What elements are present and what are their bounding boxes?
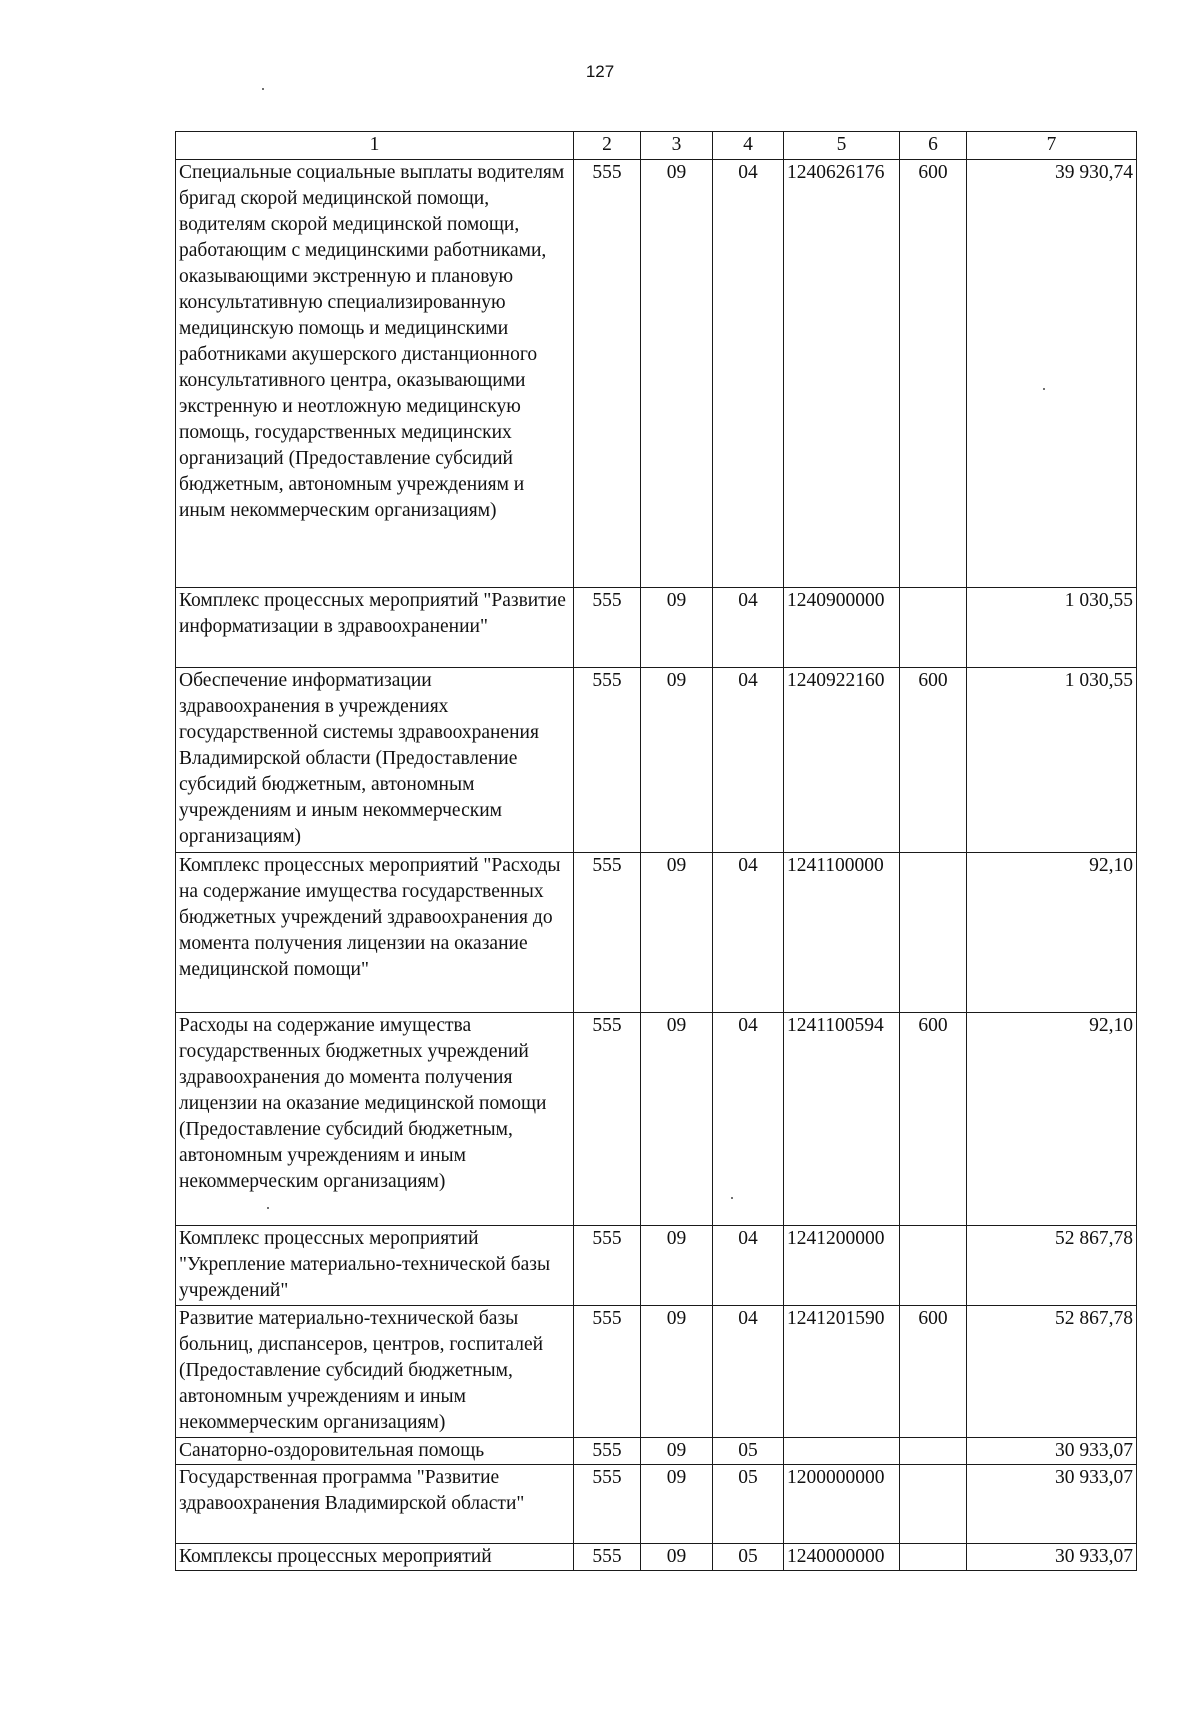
row-target-code: 1241100594 xyxy=(784,1013,900,1226)
column-header-3: 3 xyxy=(641,132,713,160)
row-ministry-code: 555 xyxy=(574,1544,641,1571)
row-name: Специальные социальные выплаты водителям бригад скорой медицинской помощи, водителям скорой медицинской помощи, работающим с медицинскими работниками, оказывающими экстренную и плановую консультативную специализированную медицинскую помощь и медицинскими работниками акушерского дистанционного консультативного центра, оказывающими экстренную и неотложную медицинскую помощь, государственных медицинских организаций (Предоставление субсидий бюджетным, автономным учреждениям и иным некоммерческим организациям) xyxy=(176,160,574,588)
row-expense-type: 600 xyxy=(900,668,967,853)
page-number: 127 xyxy=(585,62,615,81)
row-target-code: 1241201590 xyxy=(784,1306,900,1438)
table-header-row xyxy=(176,132,1137,160)
row-expense-type xyxy=(900,1544,967,1571)
row-name: Санаторно-оздоровительная помощь xyxy=(176,1438,574,1465)
scan-speck xyxy=(267,1207,269,1209)
row-amount: 39 930,74 xyxy=(967,160,1137,588)
row-expense-type xyxy=(900,1465,967,1544)
row-subsection-code: 05 xyxy=(713,1465,784,1544)
row-subsection-code: 05 xyxy=(713,1438,784,1465)
row-ministry-code: 555 xyxy=(574,1438,641,1465)
scan-speck xyxy=(262,88,264,90)
row-expense-type: 600 xyxy=(900,1013,967,1226)
row-name: Развитие материально-технической базы больниц, диспансеров, центров, госпиталей (Предоставление субсидий бюджетным, автономным учреждениям и иным некоммерческим организациям) xyxy=(176,1306,574,1438)
row-amount: 92,10 xyxy=(967,853,1137,1013)
row-ministry-code: 555 xyxy=(574,588,641,668)
row-target-code: 1241100000 xyxy=(784,853,900,1013)
row-expense-type: 600 xyxy=(900,1306,967,1438)
row-expense-type xyxy=(900,1438,967,1465)
column-header-2: 2 xyxy=(574,132,641,160)
scan-speck xyxy=(731,1197,733,1199)
row-target-code: 1240922160 xyxy=(784,668,900,853)
table-row xyxy=(176,160,1137,588)
row-section-code: 09 xyxy=(641,1544,713,1571)
row-amount: 1 030,55 xyxy=(967,588,1137,668)
row-section-code: 09 xyxy=(641,1226,713,1306)
row-subsection-code: 04 xyxy=(713,1306,784,1438)
row-ministry-code: 555 xyxy=(574,1013,641,1226)
table-row xyxy=(176,1013,1137,1226)
row-name: Расходы на содержание имущества государственных бюджетных учреждений здравоохранения до момента получения лицензии на оказание медицинской помощи (Предоставление субсидий бюджетным, автономным учреждениям и иным некоммерческим организациям) xyxy=(176,1013,574,1226)
row-amount: 30 933,07 xyxy=(967,1438,1137,1465)
row-target-code: 1240000000 xyxy=(784,1544,900,1571)
row-ministry-code: 555 xyxy=(574,1306,641,1438)
row-target-code: 1241200000 xyxy=(784,1226,900,1306)
table-row xyxy=(176,1438,1137,1465)
row-amount: 30 933,07 xyxy=(967,1465,1137,1544)
row-name: Обеспечение информатизации здравоохранения в учреждениях государственной системы здравоохранения Владимирской области (Предоставление субсидий бюджетным, автономным учреждениям и иным некоммерческим организациям) xyxy=(176,668,574,853)
row-section-code: 09 xyxy=(641,588,713,668)
table-row xyxy=(176,853,1137,1013)
row-subsection-code: 05 xyxy=(713,1544,784,1571)
row-name: Комплекс процессных мероприятий "Развитие информатизации в здравоохранении" xyxy=(176,588,574,668)
row-expense-type xyxy=(900,853,967,1013)
table-row xyxy=(176,668,1137,853)
row-name: Государственная программа "Развитие здравоохранения Владимирской области" xyxy=(176,1465,574,1544)
row-subsection-code: 04 xyxy=(713,668,784,853)
table-row xyxy=(176,1306,1137,1438)
column-header-5: 5 xyxy=(784,132,900,160)
row-amount: 30 933,07 xyxy=(967,1544,1137,1571)
row-amount: 52 867,78 xyxy=(967,1306,1137,1438)
table-row xyxy=(176,588,1137,668)
row-expense-type xyxy=(900,1226,967,1306)
row-target-code: 1240900000 xyxy=(784,588,900,668)
row-subsection-code: 04 xyxy=(713,588,784,668)
row-ministry-code: 555 xyxy=(574,160,641,588)
row-amount: 1 030,55 xyxy=(967,668,1137,853)
row-amount: 92,10 xyxy=(967,1013,1137,1226)
row-amount: 52 867,78 xyxy=(967,1226,1137,1306)
row-target-code: 1240626176 xyxy=(784,160,900,588)
row-subsection-code: 04 xyxy=(713,853,784,1013)
row-section-code: 09 xyxy=(641,1438,713,1465)
row-section-code: 09 xyxy=(641,1465,713,1544)
row-section-code: 09 xyxy=(641,1013,713,1226)
row-expense-type xyxy=(900,588,967,668)
row-subsection-code: 04 xyxy=(713,1226,784,1306)
row-name: Комплекс процессных мероприятий "Расходы на содержание имущества государственных бюджетных учреждений здравоохранения до момента получения лицензии на оказание медицинской помощи" xyxy=(176,853,574,1013)
row-target-code xyxy=(784,1438,900,1465)
row-target-code: 1200000000 xyxy=(784,1465,900,1544)
budget-table xyxy=(175,131,1137,1571)
column-header-1: 1 xyxy=(176,132,574,160)
row-subsection-code: 04 xyxy=(713,160,784,588)
column-header-4: 4 xyxy=(713,132,784,160)
column-header-6: 6 xyxy=(900,132,967,160)
row-ministry-code: 555 xyxy=(574,668,641,853)
row-section-code: 09 xyxy=(641,853,713,1013)
table-row xyxy=(176,1544,1137,1571)
row-name: Комплексы процессных мероприятий xyxy=(176,1544,574,1571)
row-ministry-code: 555 xyxy=(574,853,641,1013)
row-expense-type: 600 xyxy=(900,160,967,588)
row-section-code: 09 xyxy=(641,668,713,853)
row-subsection-code: 04 xyxy=(713,1013,784,1226)
row-name: Комплекс процессных мероприятий "Укрепление материально-технической базы учреждений" xyxy=(176,1226,574,1306)
table-row xyxy=(176,1465,1137,1544)
scan-speck xyxy=(1043,388,1045,390)
table-row xyxy=(176,1226,1137,1306)
row-section-code: 09 xyxy=(641,160,713,588)
row-ministry-code: 555 xyxy=(574,1226,641,1306)
row-section-code: 09 xyxy=(641,1306,713,1438)
row-ministry-code: 555 xyxy=(574,1465,641,1544)
column-header-7: 7 xyxy=(967,132,1137,160)
